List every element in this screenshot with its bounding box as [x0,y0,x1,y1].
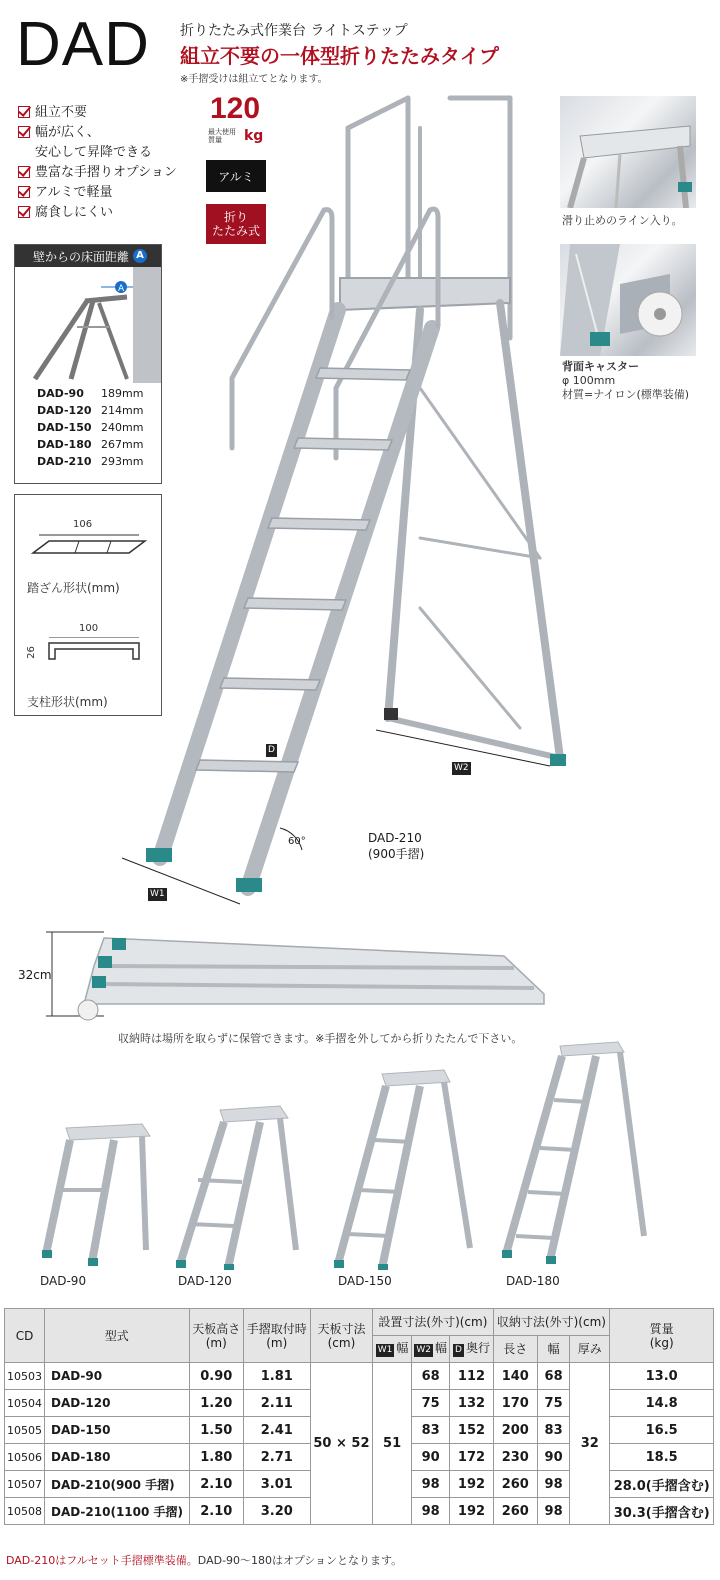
post-width-dim: 100 [79,623,99,634]
col-storage: 収納寸法(外寸)(cm) [493,1309,610,1336]
table-row: 10507 DAD-210(900 手摺) 2.10 3.01 98 192 260 98 28.0(手摺含む) [5,1471,714,1498]
wall-distance-title: 壁からの床面距離 A [15,245,161,267]
spec-table [4,1308,714,1525]
col-model: 型式 [45,1309,190,1363]
step-profile-label: 踏ざん形状(mm) [27,581,120,595]
max-load-value: 120 [210,92,261,125]
post-profile-label: 支柱形状(mm) [27,695,108,709]
model-label: DAD-120 [178,1274,232,1288]
model-label: DAD-180 [506,1274,560,1288]
feature-item: 幅が広く、 [18,124,218,141]
step-width-dim: 106 [73,519,93,530]
distance-row: DAD-120 214mm [37,404,144,417]
table-row: 10503 DAD-90 0.90 1.81 50 × 52 51 68 112 140 68 32 13.0 [5,1363,714,1390]
ladder-main-illustration [120,88,570,908]
post-height-dim: 26 [25,646,37,659]
feature-item-continued: 安心して昇降できる [35,145,153,160]
table-row: 10506 DAD-180 1.80 2.71 90 172 230 90 18.5 [5,1444,714,1471]
d-tag: D [268,745,275,755]
col-d: D 奥行 [450,1336,493,1363]
col-w1: W1 幅 [373,1336,412,1363]
shared-w1: 51 [373,1363,412,1525]
col-top: 天板寸法 (cm) [310,1309,373,1363]
footnote: DAD-210はフルセット手摺標準装備。DAD-90～180はオプションとなります。 [6,1554,403,1567]
shared-top-size: 50 × 52 [310,1363,373,1525]
svg-text:A: A [118,284,125,294]
col-mass: 質量 (kg) [610,1309,714,1363]
feature-item: 豊富な手摺りオプション [18,164,218,181]
distance-row: DAD-210 293mm [37,455,144,468]
model-label: DAD-150 [338,1274,392,1288]
marker-a-icon: A [133,249,147,263]
check-icon [18,106,30,118]
shared-thickness: 32 [570,1363,610,1525]
anti-slip-caption: 滑り止めのライン入り。 [562,214,683,227]
distance-row: DAD-180 267mm [37,438,144,451]
feature-item: 腐食しにくい [18,204,218,221]
platform-detail-illustration [560,96,696,208]
caster-detail-illustration [560,244,696,356]
w2-tag: W2 [454,763,469,773]
col-w2: W2 幅 [411,1336,450,1363]
col-install: 設置寸法(外寸)(cm) [373,1309,493,1336]
main-figure-caption: DAD-210 (900手摺) [368,831,425,861]
distance-row: DAD-90 189mm [37,387,144,400]
folded-height-label: 32cm [18,968,52,982]
angle-label: 60° [288,836,306,847]
folded-ladder-illustration [44,926,554,1026]
model-lineup-illustration [30,1040,690,1270]
check-icon [18,186,30,198]
col-thick: 厚み [570,1336,610,1363]
table-row: 10508 DAD-210(1100 手摺) 2.10 3.20 98 192 260 98 30.3(手摺含む) [5,1498,714,1525]
check-icon [18,126,30,138]
check-icon [18,206,30,218]
folded-caption: 収納時は場所を取らずに保管できます。※手摺を外してから折りたたんで下さい。 [118,1032,523,1045]
model-label: DAD-90 [40,1274,87,1288]
col-rail: 手摺取付時 (m) [243,1309,310,1363]
feature-item: 組立不要 [18,104,218,121]
col-cd: CD [5,1309,45,1363]
max-load-label: 最大使用 質量 [208,128,236,144]
max-load-unit: kg [244,128,264,144]
col-height: 天板高さ (m) [189,1309,243,1363]
product-model-title: DAD [16,10,150,79]
product-subtitle: 折りたたみ式作業台 ライトステップ [180,23,408,39]
w1-tag: W1 [150,889,165,899]
distance-row: DAD-150 240mm [37,421,144,434]
table-header-row [5,1309,714,1336]
handrail-note: ※手摺受けは組立てとなります。 [180,74,328,85]
col-width: 幅 [538,1336,570,1363]
col-length: 長さ [493,1336,538,1363]
table-row: 10504 DAD-120 1.20 2.11 75 132 170 75 14.8 [5,1390,714,1417]
material-badge: アルミ [206,160,266,192]
caster-caption: 背面キャスター φ 100mm 材質=ナイロン(標準装備) [562,360,690,401]
table-row: 10505 DAD-150 1.50 2.41 83 152 200 83 16.5 [5,1417,714,1444]
caster-photo [560,244,696,356]
check-icon [18,166,30,178]
folding-badge: 折り たたみ式 [206,204,266,244]
anti-slip-photo [560,96,696,208]
product-headline: 組立不要の一体型折りたたみタイプ [180,44,499,68]
feature-item: アルミで軽量 [18,184,218,201]
